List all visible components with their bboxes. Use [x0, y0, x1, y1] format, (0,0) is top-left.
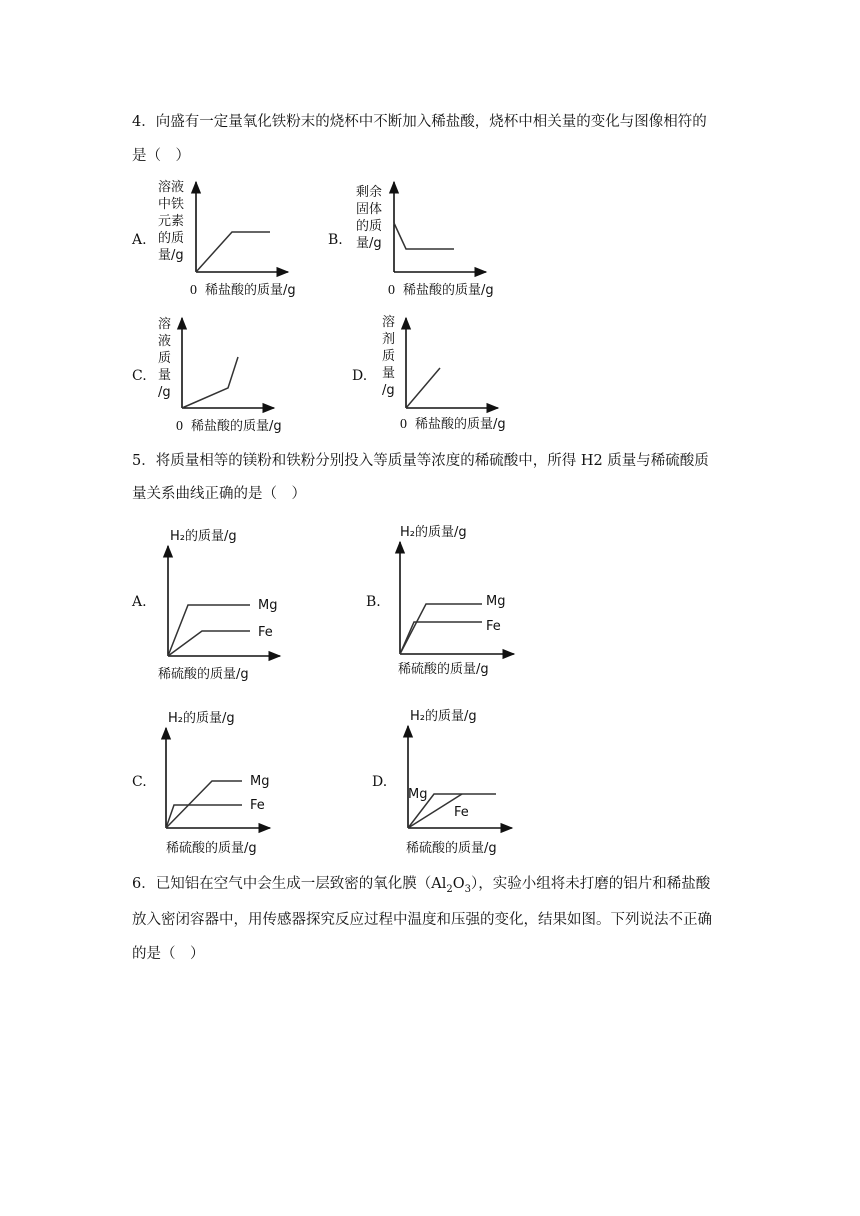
- q4-a-curve: [196, 232, 270, 272]
- q5-a-mg-label: Mg: [258, 598, 278, 613]
- q6-formula-al: Al: [431, 876, 447, 892]
- q4-b-ylabel-line: 量/g: [356, 236, 382, 251]
- q5-option-c-graph: [150, 700, 310, 862]
- q6-formula-al-sub: 2: [446, 883, 453, 895]
- q4-c-curve: [182, 357, 238, 408]
- q5-option-b-graph: [386, 514, 546, 682]
- q4-d-ylabel-line: 剂: [382, 332, 396, 347]
- q5-d-xlabel: 稀硫酸的质量/g: [406, 841, 497, 856]
- q5-option-c-label[interactable]: C.: [132, 774, 147, 790]
- q4-b-origin: 0: [388, 283, 395, 298]
- q5-a-fe-label: Fe: [258, 625, 273, 640]
- q6-stem-line3: 的是（ ）: [132, 946, 205, 962]
- q4-option-d-label[interactable]: D.: [352, 368, 368, 384]
- q4-option-a-label[interactable]: A.: [132, 232, 147, 248]
- q4-a-ylabel-line: 溶液: [158, 180, 185, 195]
- q4-stem-line2: 是（ ）: [132, 148, 190, 164]
- q4-d-ylabel: [382, 314, 395, 398]
- q6-formula: [431, 876, 471, 895]
- q4-option-c-label[interactable]: C.: [132, 368, 147, 384]
- q5-b-ylabel: H₂的质量/g: [400, 525, 467, 540]
- q5-stem-line1: 5．将质量相等的镁粉和铁粉分别投入等质量等浓度的稀硫酸中，所得 H2 质量与稀硫酸质: [132, 453, 709, 469]
- q4-option-b-graph: [348, 176, 508, 300]
- q4-a-ylabel: [158, 179, 184, 263]
- q4-d-origin: 0: [400, 417, 407, 432]
- q4-option-c-graph: [150, 312, 310, 436]
- q5-b-mg-curve: [400, 604, 482, 654]
- q4-option-b-label[interactable]: B.: [328, 232, 343, 248]
- q5-d-ylabel: H₂的质量/g: [410, 709, 477, 724]
- q4-b-ylabel: [356, 185, 382, 251]
- q4-b-ylabel-line: 的质: [356, 219, 383, 234]
- q6-formula-o: O: [452, 876, 465, 892]
- q5-d-fe-label: Fe: [454, 805, 469, 820]
- q4-a-ylabel-line: 元素: [158, 214, 185, 229]
- q4-c-ylabel-line: 质: [158, 351, 172, 366]
- q5-c-fe-label: Fe: [250, 798, 265, 813]
- q5-d-mg-label: Mg: [408, 787, 428, 802]
- q4-b-ylabel-line: 固体: [356, 202, 383, 217]
- q4-a-origin: 0: [190, 283, 197, 298]
- q4-stem-line1: 4．向盛有一定量氧化铁粉末的烧杯中不断加入稀盐酸，烧杯中相关量的变化与图像相符的: [132, 114, 707, 130]
- q5-c-ylabel: H₂的质量/g: [168, 711, 235, 726]
- q4-a-ylabel-line: 量/g: [158, 248, 184, 263]
- q4-c-origin: 0: [176, 419, 183, 434]
- q4-c-ylabel-line: 液: [158, 334, 172, 349]
- q5-c-xlabel: 稀硫酸的质量/g: [166, 841, 257, 856]
- q5-option-a-graph: [150, 520, 310, 688]
- q4-d-ylabel-line: 溶: [382, 315, 396, 330]
- q4-option-a-graph: [150, 176, 310, 300]
- q5-a-fe-curve: [168, 631, 250, 656]
- q5-b-fe-curve: [400, 622, 482, 654]
- q4-option-d-graph: [372, 310, 532, 434]
- q4-c-ylabel-line: 量: [158, 368, 172, 383]
- q5-b-xlabel: 稀硫酸的质量/g: [398, 662, 489, 677]
- q4-d-ylabel-line: 量: [382, 366, 396, 381]
- q5-a-xlabel: 稀硫酸的质量/g: [158, 667, 249, 682]
- q4-b-curve: [394, 223, 454, 249]
- q6-line1-post: ），实验小组将未打磨的铝片和稀盐酸: [470, 876, 711, 892]
- q4-a-ylabel-line: 中铁: [158, 197, 185, 212]
- q5-c-mg-label: Mg: [250, 774, 270, 789]
- q4-c-ylabel-line: /g: [158, 385, 171, 400]
- q4-d-ylabel-line: /g: [382, 383, 395, 398]
- q4-c-ylabel: [158, 316, 171, 400]
- q4-d-curve: [406, 368, 440, 408]
- q5-a-ylabel: H₂的质量/g: [170, 529, 237, 544]
- q4-d-ylabel-line: 质: [382, 349, 396, 364]
- q4-b-ylabel-line: 剩余: [356, 185, 383, 200]
- q4-c-ylabel-line: 溶: [158, 317, 172, 332]
- q4-b-xlabel: 稀盐酸的质量/g: [403, 283, 494, 298]
- q6-formula-o-sub: 3: [464, 883, 471, 895]
- q4-a-xlabel: 稀盐酸的质量/g: [205, 283, 296, 298]
- q5-b-fe-label: Fe: [486, 619, 501, 634]
- q6-line1-pre: 6．已知铝在空气中会生成一层致密的氧化膜（: [132, 876, 432, 892]
- q4-d-xlabel: 稀盐酸的质量/g: [415, 417, 506, 432]
- q4-c-xlabel: 稀盐酸的质量/g: [191, 419, 282, 434]
- q6-stem-line2: 放入密闭容器中，用传感器探究反应过程中温度和压强的变化，结果如图。下列说法不正确: [132, 912, 712, 928]
- q5-b-mg-label: Mg: [486, 594, 506, 609]
- q5-stem-line2: 量关系曲线正确的是（ ）: [132, 486, 306, 502]
- q6-stem-line1: [132, 874, 710, 900]
- q4-a-ylabel-line: 的质: [158, 231, 185, 246]
- q5-option-b-label[interactable]: B.: [366, 594, 381, 610]
- q5-option-a-label[interactable]: A.: [132, 594, 147, 610]
- q5-option-d-graph: [392, 698, 552, 860]
- q5-option-d-label[interactable]: D.: [372, 774, 388, 790]
